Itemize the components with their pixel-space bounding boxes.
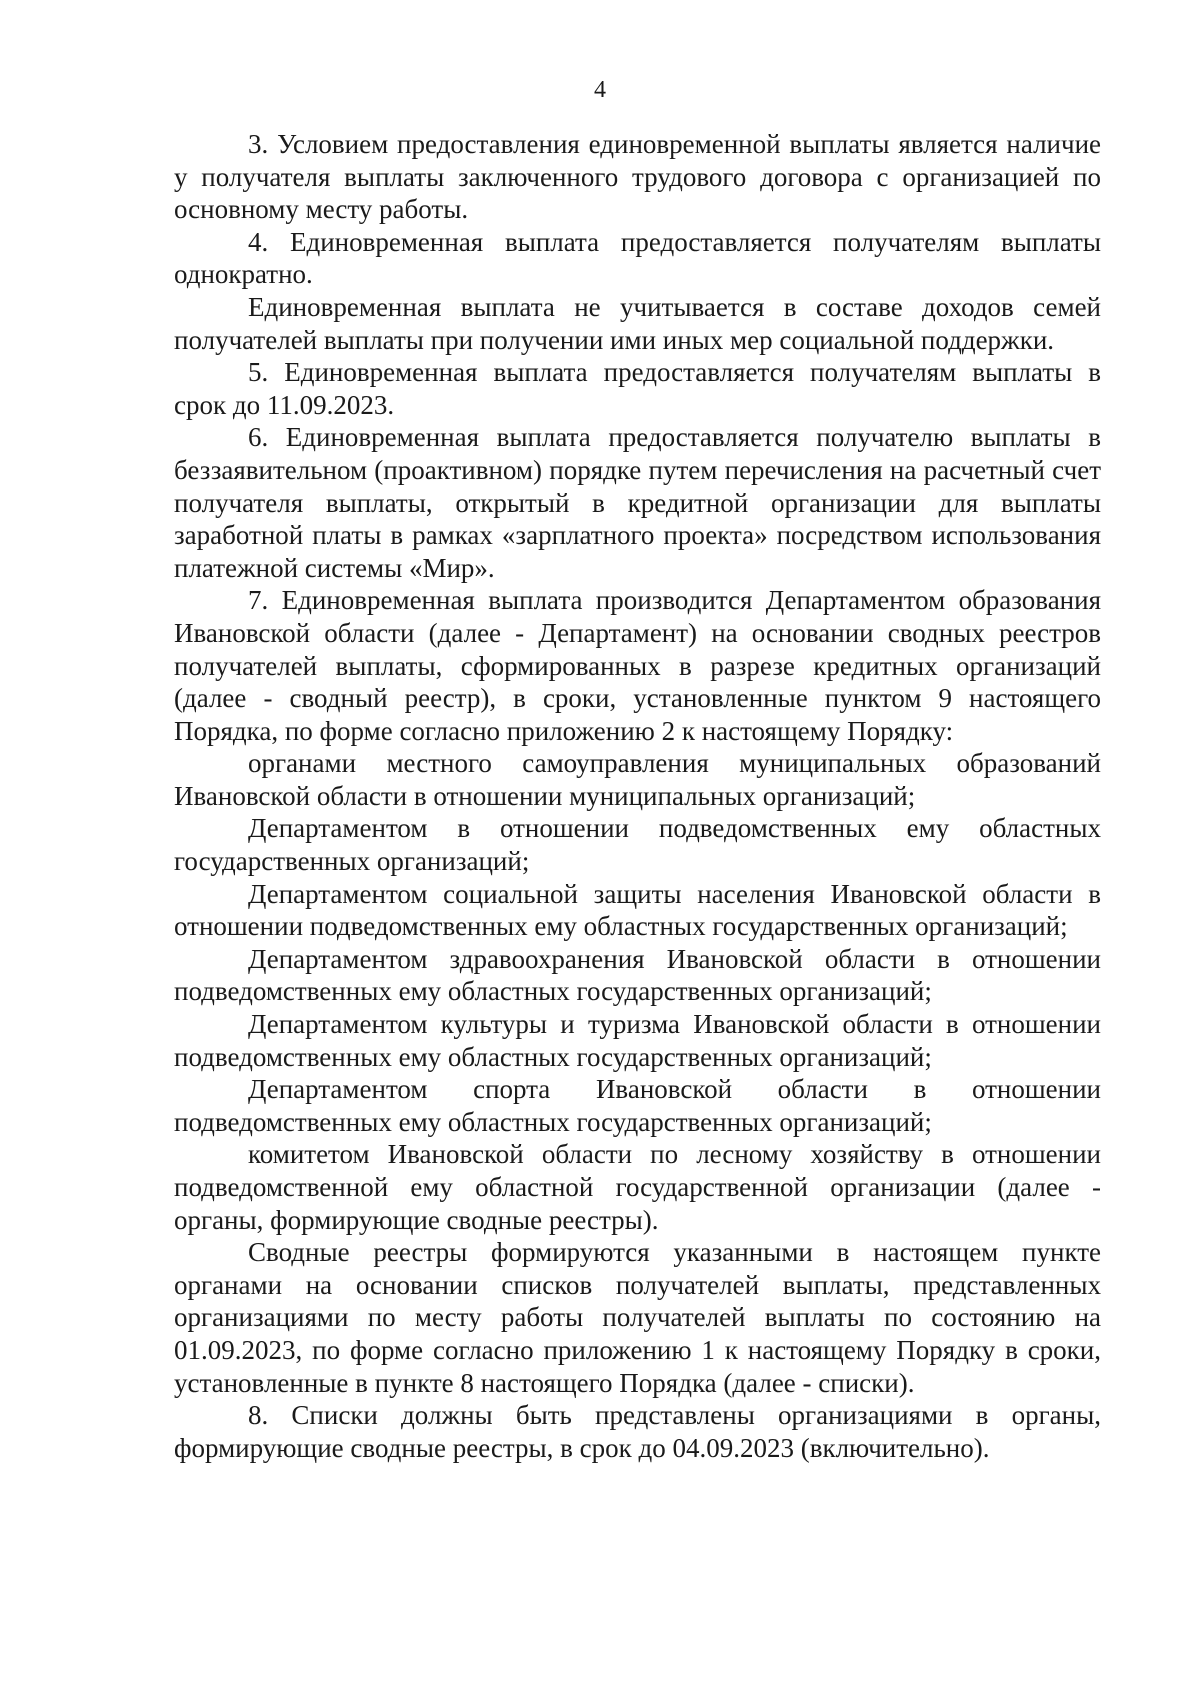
paragraph-income-exclusion: Единовременная выплата не учитывается в составе доходов семей получателей выплаты при получении ими иных мер социальной поддержки. — [174, 291, 1101, 355]
paragraph-forestry-committee: комитетом Ивановской области по лесному хозяйству в отношении подведомственной ему областной государственной организации (далее - органы, формирующие сводные реестры). — [174, 1139, 1101, 1235]
document-body — [174, 128, 1101, 1464]
page-number: 4 — [594, 77, 606, 103]
paragraph-department-social: Департаментом социальной защиты населения Ивановской области в отношении подведомственных ему областных государственных организаций; — [174, 878, 1101, 942]
paragraph-local-authorities: органами местного самоуправления муниципальных образований Ивановской области в отношении муниципальных организаций; — [174, 748, 1101, 811]
paragraph-item-6-proactive: 6. Единовременная выплата предоставляется получателю выплаты в беззаявительном (проактивном) порядке путем перечисления на расчетный счет получателя выплаты, открытый в кредитной организации для выплаты заработной платы в рамках «зарплатного проекта» посредством использования платежной системы «Мир». — [174, 422, 1101, 583]
paragraph-registers-formation: Сводные реестры формируются указанными в настоящем пункте органами на основании списков получателей выплаты, представленных организациями по месту работы получателей выплаты по состоянию на 01.09.2023, по форме согласно приложению 1 к настоящему Порядку в сроки, установленные в пункте 8 настоящего Порядка (далее - списки). — [174, 1237, 1101, 1398]
paragraph-department-health: Департаментом здравоохранения Ивановской области в отношении подведомственных ему областных государственных организаций; — [174, 943, 1101, 1007]
paragraph-department-education: Департаментом в отношении подведомственных ему областных государственных организаций; — [174, 813, 1101, 877]
paragraph-department-sport: Департаментом спорта Ивановской области в отношении подведомственных ему областных государственных организаций; — [174, 1074, 1101, 1137]
paragraph-department-culture: Департаментом культуры и туризма Ивановской области в отношении подведомственных ему областных государственных организаций; — [174, 1009, 1101, 1072]
paragraph-item-8-lists: 8. Списки должны быть представлены организациями в органы, формирующие сводные реестры, в срок до 04.09.2023 (включительно). — [174, 1400, 1101, 1463]
paragraph-item-3-condition: 3. Условием предоставления единовременной выплаты является наличие у получателя выплаты заключенного трудового договора с организацией по основному месту работы. — [174, 129, 1101, 225]
paragraph-item-5-deadline: 5. Единовременная выплата предоставляется получателям выплаты в срок до 11.09.2023. — [174, 357, 1101, 420]
paragraph-item-7-registers: 7. Единовременная выплата производится Департаментом образования Ивановской области (далее - Департамент) на основании сводных реестров получателей выплаты, сформированных в разрезе кредитных организаций (далее - сводный реестр), в сроки, установленные пунктом 9 настоящего Порядка, по форме согласно приложению 2 к настоящему Порядку: — [174, 585, 1101, 746]
paragraph-item-4-once: 4. Единовременная выплата предоставляется получателям выплаты однократно. — [174, 226, 1101, 290]
